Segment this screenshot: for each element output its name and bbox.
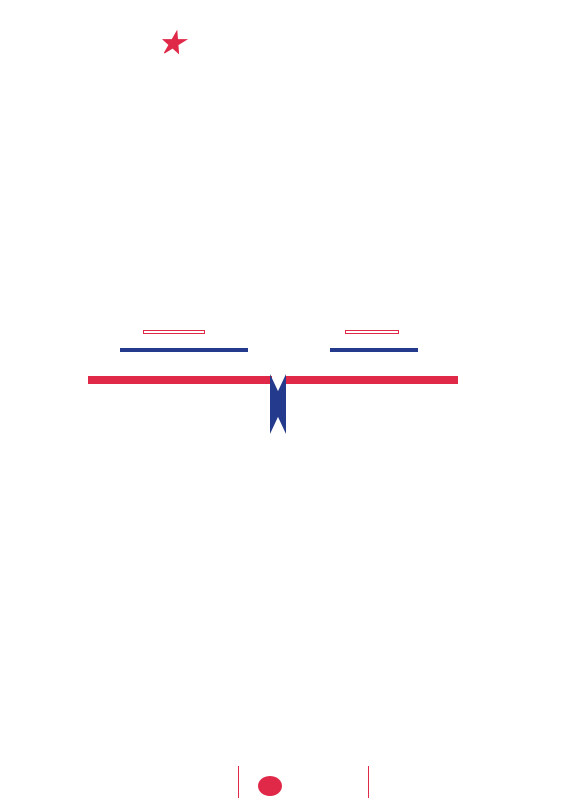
star-icon: ★ — [158, 27, 186, 60]
entry-panel — [384, 712, 492, 752]
flag-shape — [420, 158, 480, 218]
divider — [368, 766, 369, 798]
nar-logo — [258, 776, 282, 796]
sun-shape — [270, 228, 310, 268]
day2-type — [330, 348, 418, 352]
banner-panel-left — [67, 682, 173, 718]
stripe-artwork — [0, 138, 576, 338]
day1-type — [120, 348, 248, 352]
venue-panel — [400, 676, 496, 712]
day1-time — [143, 330, 205, 334]
day2-topic-arrow — [270, 374, 286, 434]
day1-topic — [88, 376, 272, 384]
festival-title — [150, 26, 194, 61]
banner-panel-bottom — [128, 716, 349, 744]
day2-topic — [286, 376, 458, 384]
banner-panel-mid — [173, 682, 316, 712]
divider — [238, 766, 239, 798]
sickle-shape — [182, 178, 280, 300]
day2-time — [345, 330, 399, 334]
